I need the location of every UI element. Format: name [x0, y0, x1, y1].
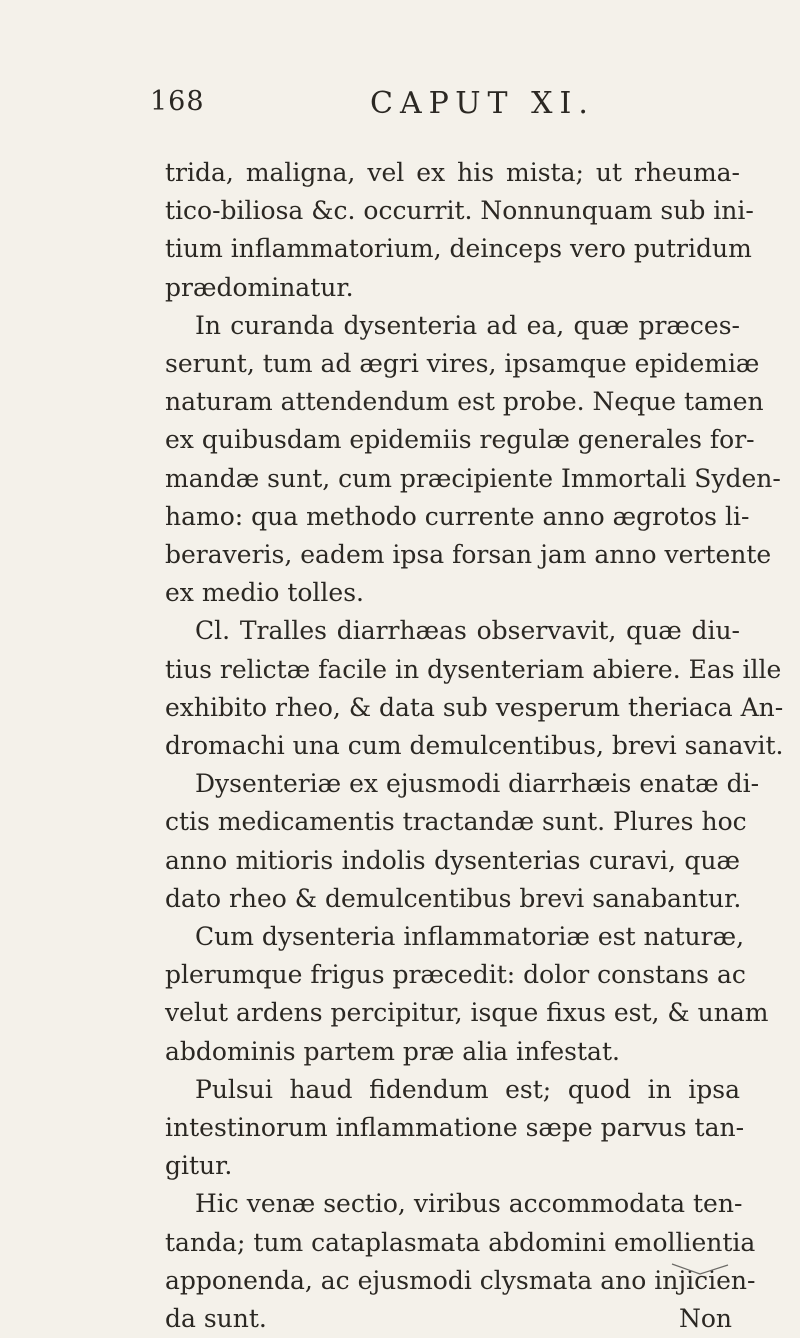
text-line: intestinorum inflammatione sæpe parvus tan-: [165, 1113, 745, 1143]
text-line: Cl. Tralles diarrhæas observavit, quæ diu-: [195, 616, 740, 646]
body-text: [165, 154, 784, 1338]
text-line: dromachi una cum demulcentibus, brevi sanavit.: [165, 731, 784, 761]
text-line: naturam attendendum est probe. Neque tamen: [165, 387, 764, 417]
text-line: ex medio tolles.: [165, 578, 364, 608]
page-header: [150, 86, 710, 126]
text-line: mandæ sunt, cum præcipiente Immortali Syden-: [165, 463, 781, 493]
catchword: Non: [678, 1304, 732, 1334]
text-line: Pulsui haud fidendum est; quod in ipsa: [195, 1074, 740, 1104]
text-line: trida, maligna, vel ex his mista; ut rheuma-: [165, 158, 740, 187]
text-line: Hic venæ sectio, viribus accommodata ten-: [195, 1189, 743, 1219]
text-line: ctis medicamentis tractandæ sunt. Plures hoc: [165, 807, 747, 837]
text-line: tium inflammatorium, deinceps vero putridum: [165, 234, 752, 264]
text-line: dato rheo & demulcentibus brevi sanabantur.: [165, 883, 742, 913]
text-line: serunt, tum ad ægri vires, ipsamque epidemiæ: [165, 349, 760, 379]
text-line: Cum dysenteria inflammatoriæ est naturæ,: [195, 922, 745, 952]
text-line: hamo: qua methodo currente anno ægrotos li-: [165, 501, 750, 531]
text-line: abdominis partem præ alia infestat.: [165, 1036, 620, 1066]
text-line: exhibito rheo, & data sub vesperum theriaca An-: [165, 692, 784, 722]
text-line: prædominatur.: [165, 272, 354, 302]
text-line: apponenda, ac ejusmodi clysmata ano injicien-: [165, 1265, 756, 1295]
text-line-last: [165, 1300, 740, 1338]
text-line: tius relictæ facile in dysenteriam abiere. Eas ille: [165, 654, 782, 684]
text-line: gitur.: [165, 1151, 233, 1181]
text-line: Dysenteriæ ex ejusmodi diarrhæis enatæ di-: [195, 769, 760, 799]
text-line: beraveris, eadem ipsa forsan jam anno vertente: [165, 540, 772, 570]
text-line: velut ardens percipitur, isque fixus est, & unam: [165, 998, 769, 1028]
text-line: tico-biliosa &c. occurrit. Nonnunquam sub ini-: [165, 196, 754, 226]
text-line: anno mitioris indolis dysenterias curavi, quæ: [165, 845, 740, 875]
text-line: tanda; tum cataplasmata abdomini emollientia: [165, 1227, 756, 1257]
page-number: 168: [150, 86, 205, 117]
text-line: da sunt.: [165, 1304, 267, 1334]
text-line: In curanda dysenteria ad ea, quæ præces-: [195, 310, 740, 340]
running-title: CAPUT XI.: [370, 86, 595, 121]
text-line: plerumque frigus præcedit: dolor constans ac: [165, 960, 746, 990]
text-line: ex quibusdam epidemiis regulæ generales for-: [165, 425, 755, 455]
ink-mark-icon: [670, 1262, 730, 1276]
